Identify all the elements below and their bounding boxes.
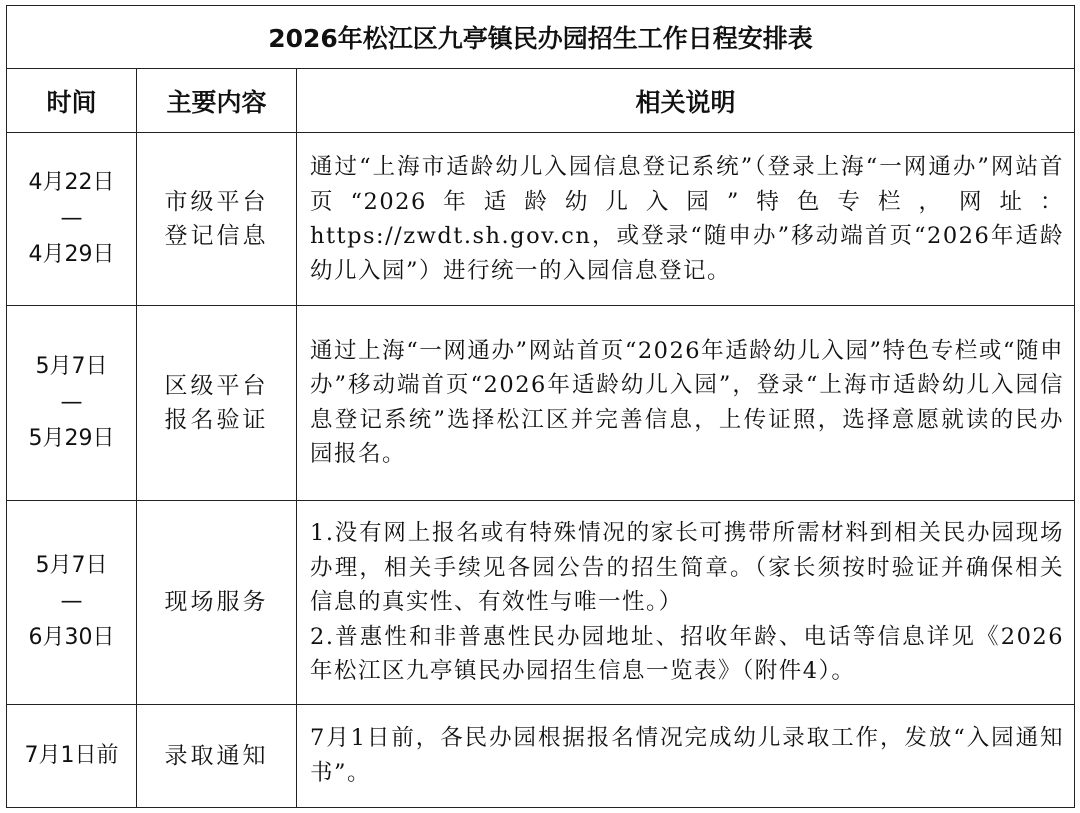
description-paragraph: 1.没有网上报名或有特殊情况的家长可携带所需材料到相关民办园现场办理，相关手续见各园公告的招生简章。（家长须按时验证并确保相关信息的真实性、有效性与唯一性。）: [310, 520, 1065, 616]
date-dash: —: [60, 589, 83, 615]
content-cell: [137, 305, 297, 500]
date-end: 6月30日: [28, 625, 115, 651]
description-cell: [297, 305, 1075, 500]
description-cell: [297, 133, 1075, 305]
content-line: 登记信息: [164, 223, 269, 250]
description-cell: [297, 501, 1075, 705]
date-cell: [7, 501, 137, 705]
date-cell: [7, 305, 137, 500]
date-dash: —: [60, 206, 83, 232]
header-content: 主要内容: [137, 69, 297, 133]
content-cell: [137, 704, 297, 807]
date-start: 5月7日: [35, 553, 108, 579]
description-cell: [297, 704, 1075, 807]
table-title: 2026年松江区九亭镇民办园招生工作日程安排表: [7, 6, 1075, 69]
header-description: 相关说明: [297, 69, 1075, 133]
table-row: [7, 305, 1075, 500]
date-end: 5月29日: [28, 425, 115, 451]
title-row: [7, 6, 1075, 69]
content-line: 录取通知: [164, 742, 269, 769]
description-paragraph: 2.普惠性和非普惠性民办园地址、招收年龄、电话等信息详见《2026年松江区九亭镇民办园招生信息一览表》（附件4）。: [310, 623, 1065, 685]
schedule-table: [6, 5, 1075, 808]
header-row: [7, 69, 1075, 133]
description-paragraph: 7月1日前，各民办园根据报名情况完成幼儿录取工作，发放“入园通知书”。: [310, 725, 1065, 786]
content-line: 报名验证: [164, 406, 269, 433]
table-row: [7, 133, 1075, 305]
header-time: 时间: [7, 69, 137, 133]
date-dash: —: [60, 389, 83, 415]
description-paragraph: 通过“上海市适龄幼儿入园信息登记系统”（登录上海“一网通办”网站首页“2026年适龄幼儿入园”特色专栏，网址：https://zwdt.sh.gov.cn，或登录“随申办”移动端首页“2026年适龄幼儿入园”）进行统一的入园信息登记。: [310, 154, 1065, 284]
date-cell: [7, 704, 137, 807]
table-row: [7, 501, 1075, 705]
date-start: 7月1日前: [24, 742, 119, 768]
table-row: [7, 704, 1075, 807]
date-start: 5月7日: [35, 353, 108, 379]
content-line: 市级平台: [164, 189, 269, 216]
content-line: 区级平台: [164, 372, 269, 399]
date-end: 4月29日: [28, 242, 115, 268]
date-start: 4月22日: [28, 170, 115, 196]
description-paragraph: 通过上海“一网通办”网站首页“2026年适龄幼儿入园”特色专栏或“随申办”移动端首页“2026年适龄幼儿入园”，登录“上海市适龄幼儿入园信息登记系统”选择松江区并完善信息，上传证照，选择意愿就读的民办园报名。: [310, 337, 1065, 468]
content-cell: [137, 501, 297, 705]
content-cell: [137, 133, 297, 305]
date-cell: [7, 133, 137, 305]
content-line: 现场服务: [164, 589, 269, 616]
